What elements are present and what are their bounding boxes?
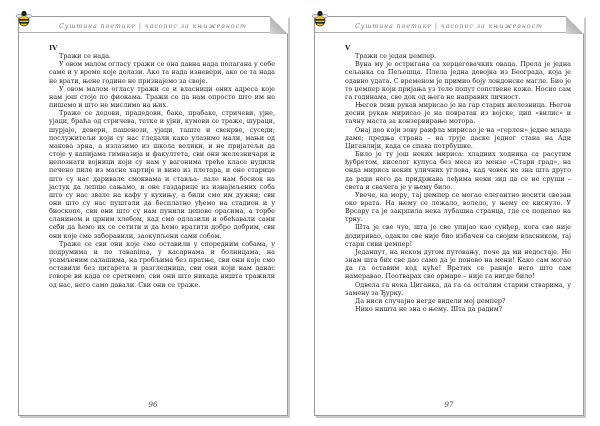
- page-number: 97: [444, 401, 454, 409]
- paragraph: Увече, на мору, тај џемпер се могао елегантно носити свезан око врата. На њему се лежало, волело, у њему се киснуло. У Врсару га је закрпила нека лубашна странца, где се поцепао на трну.: [345, 190, 571, 224]
- paragraph: Било је ту још неких мириса: хладних ходника са расутим ђубретом, киселог купуса без меса из мензе «Стари град», на онда мириса неких уличних углова, кад човек не зна шта друго да ради него да придржава леђима неки зид да се не сруши – света и свачега је у њему било.: [345, 150, 571, 191]
- header-rule: [19, 32, 287, 33]
- paragraph: Једанпут, на неком дугом путовању, поче да ми недостаје. Не знам шта бих све дао само да је поново на мени! Како сам могао да га оставим код куће! Вратих се раније него што сам намеравао. Поотварах све ормаре – није га нигде било!: [345, 247, 571, 281]
- paragraph: У овом малом огласу тражи се и власници оних адреса које нам још стоје по фиокама. Тражи се да нам опросте што им не пишемо и што не мислимо на њих.: [49, 84, 275, 110]
- paragraph: Вуна му је остригана са херцеговачких оваца. Прела је једна сељанка са Пељешца. Плела једна девојка из Београда, која је одавно удата. С временом је примио боју лондонске магле. Био је то џемпер који пријања уз тело попут сопствене коже. Носио сам га годинама, све док од њега не направих личност.: [345, 60, 571, 101]
- page-number: 96: [148, 401, 158, 409]
- paragraph: Његов леви рукав мирисао је на гар старих железница. Његов десни рукав мирисао је на повратак из војске, цип «вилис» и тачну мастa за конзервирање мотора.: [345, 101, 571, 126]
- left-page: [18, 16, 288, 416]
- page-corner-fold: [270, 16, 288, 34]
- chapter-number: V: [345, 44, 351, 52]
- header-rule: [315, 32, 583, 33]
- paragraph: Шта је све чуо, шта је све упијао као сунђер, кога све није додиривао, одакле све није био избачен са својим власником, тај стари сиви џемпер!: [345, 223, 571, 248]
- paragraph: Тражи се нада.: [59, 52, 111, 61]
- paragraph: Траже се дедови, прадедови, баке, прабаке, стричеви, ујне, ујаци, браћа од стричева, тетке и ујни, кумови се траже, шураци, шурјаје, девери, пашенози, ујаци, тaште и свекрве, суседи; послужитељи који су нас гледали како улазимо мали, мањи од макова зрна, а излазимо из школа велики, и не пријатељи да стоје у капијама гимназија и факултета, сви они железничари и непознати војници који су нам у вагонима треће класе нудили печено пиле из масне хартије и вино из плетара, и оне старице што су нас даривале смоквама и ставља- лале нам босиок на јастук да лепше сањамо, и оне газдарице из изнајмљених соба што су нас звале на кафу у кухињу, а били смо им дужни; сви они што су нас пуштали да бесплатно уђемо на стадион и у биоскопе, сви они што су нам пунили цепове орасима, а торбе сланином и црним хлебом, кад смо одлазили и обећавали сами себи да ћемо их се сетити и да ћемо вратити добро добрим, сви они које смо заборавили, заокупљени сами собом.: [49, 109, 275, 240]
- page-body: [345, 44, 571, 313]
- paragraph: Нико ништа не зна о њему. Шта да радим?: [355, 305, 503, 313]
- chapter-number: IV: [49, 44, 58, 52]
- paragraph: Онај део који зову раифла мирисао је на «герлен» једне младе даме; предња страна – на трује даске једног стана на Ади Циганлији, када се спава потрбушке.: [345, 125, 571, 150]
- paragraph: Траже се сви они које смо оставили у споредним собама, у подрумима и по тавanima, у касарнама и болницама, на усамљеним салашима, на гробљима без пратње, сви они које смо оставили без цигарета и разгледница, сви они који нам данас говоре ви када се сретнемо, сви они што никада ништа тражили од нас, него само давали. Сви они се траже.: [49, 239, 275, 289]
- page-corner-fold: [566, 16, 584, 34]
- paragraph: У овом малом огласу тражи се она давна нада полагана у себе саме и у време које долази. Ако та нада изневери, ако се та нада не врати, њене године не признајемо за своје.: [49, 60, 275, 85]
- running-header: Суштина поетике | часопис за књижевност: [355, 23, 543, 30]
- page-body: [49, 44, 275, 289]
- paragraph: Да ниси случајно негде видели мој џемпер?: [355, 296, 506, 305]
- paragraph: Тражи се један џемпер.: [355, 52, 437, 61]
- right-page: [314, 16, 584, 416]
- running-header: Суштина поетике | часопис за књижевност: [59, 23, 247, 30]
- paragraph: Одвела га нека Циганка, да га са осталим старим стварима, у замену за Ђурку.: [345, 280, 571, 297]
